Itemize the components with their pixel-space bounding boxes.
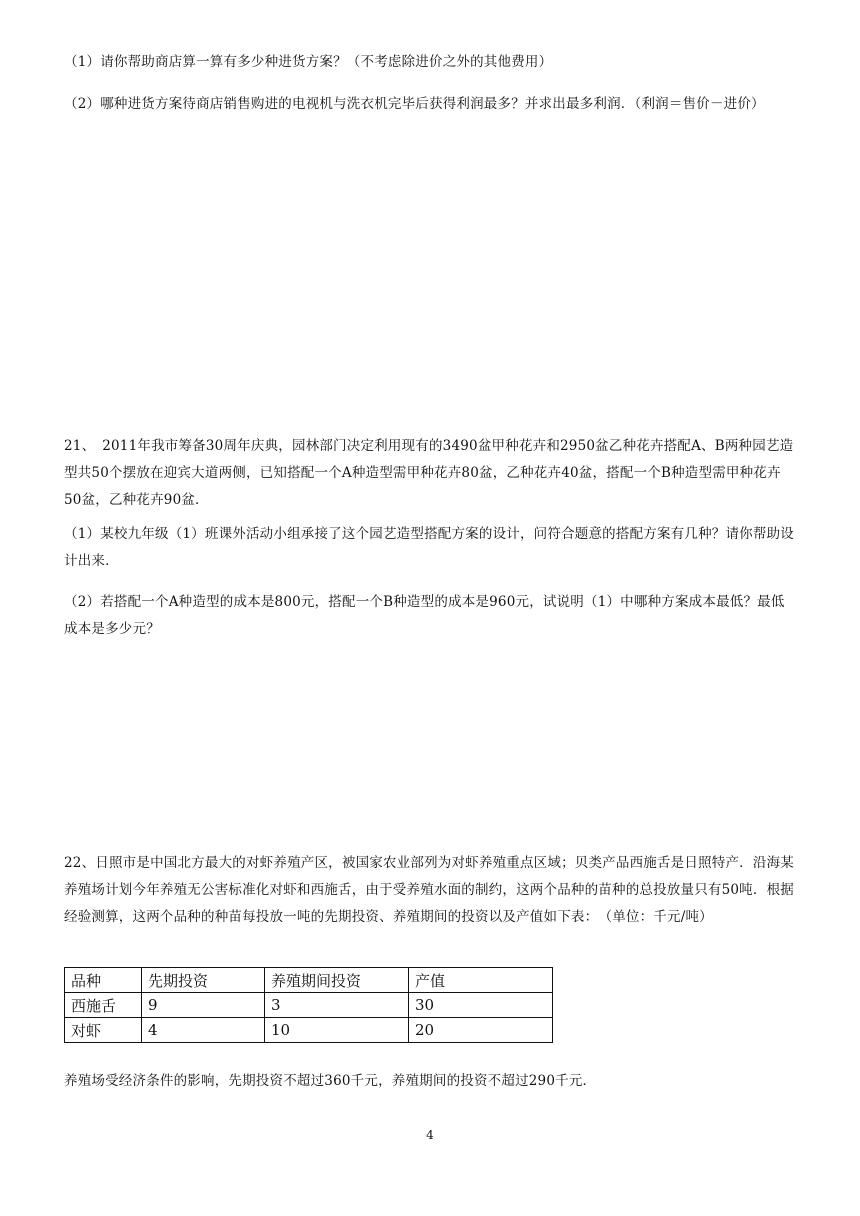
page-number: 4 xyxy=(426,1128,434,1142)
table-header-cell: 产值 xyxy=(409,968,553,993)
table-cell: 20 xyxy=(409,1018,553,1043)
investment-table xyxy=(64,967,553,1043)
table-cell: 10 xyxy=(265,1018,409,1043)
table-cell: 30 xyxy=(409,993,553,1018)
q22-note: 养殖场受经济条件的影响，先期投资不超过360千元，养殖期间的投资不超过290千元． xyxy=(64,1073,597,1089)
q21-part1: （1）某校九年级（1）班课外活动小组承接了这个园艺造型搭配方案的设计，问符合题意的搭配方案有几种？请你帮助设计出来． xyxy=(64,526,794,569)
q21-stem: 21、 2011年我市筹备30周年庆典，园林部门决定利用现有的3490盆甲种花卉和2950盆乙种花卉搭配A、B两种园艺造型共50个摆放在迎宾大道两侧，已知搭配一个A种造型需甲种花卉80盆，乙种花卉40盆，搭配一个B种造型需甲种花卉50盆，乙种花卉90盆． xyxy=(64,438,794,508)
table-cell: 9 xyxy=(142,993,265,1018)
q20-part2: （2）哪种进货方案待商店销售购进的电视机与洗衣机完毕后获得利润最多？并求出最多利润．（利润＝售价－进价） xyxy=(64,96,765,112)
q21-part2: （2）若搭配一个A种造型的成本是800元，搭配一个B种造型的成本是960元，试说明（1）中哪种方案成本最低？最低成本是多少元？ xyxy=(64,594,785,637)
table-cell: 对虾 xyxy=(65,1018,142,1043)
table-row xyxy=(65,993,553,1018)
q20-part1: （1）请你帮助商店算一算有多少种进货方案？（不考虑除进价之外的其他费用） xyxy=(64,54,553,70)
table-cell: 西施舌 xyxy=(65,993,142,1018)
table-header-cell: 养殖期间投资 xyxy=(265,968,409,993)
table-row xyxy=(65,1018,553,1043)
table-header-row xyxy=(65,968,553,993)
table-header-cell: 品种 xyxy=(65,968,142,993)
table-cell: 3 xyxy=(265,993,409,1018)
table-cell: 4 xyxy=(142,1018,265,1043)
table-header-cell: 先期投资 xyxy=(142,968,265,993)
q22-stem: 22、日照市是中国北方最大的对虾养殖产区，被国家农业部列为对虾养殖重点区域；贝类产品西施舌是日照特产．沿海某养殖场计划今年养殖无公害标准化对虾和西施舌，由于受养殖水面的制约，这两个品种的苗种的总投放量只有50吨．根据经验测算，这两个品种的种苗每投放一吨的先期投资、养殖期间的投资以及产值如下表： （单位：千元/吨） xyxy=(64,855,794,925)
